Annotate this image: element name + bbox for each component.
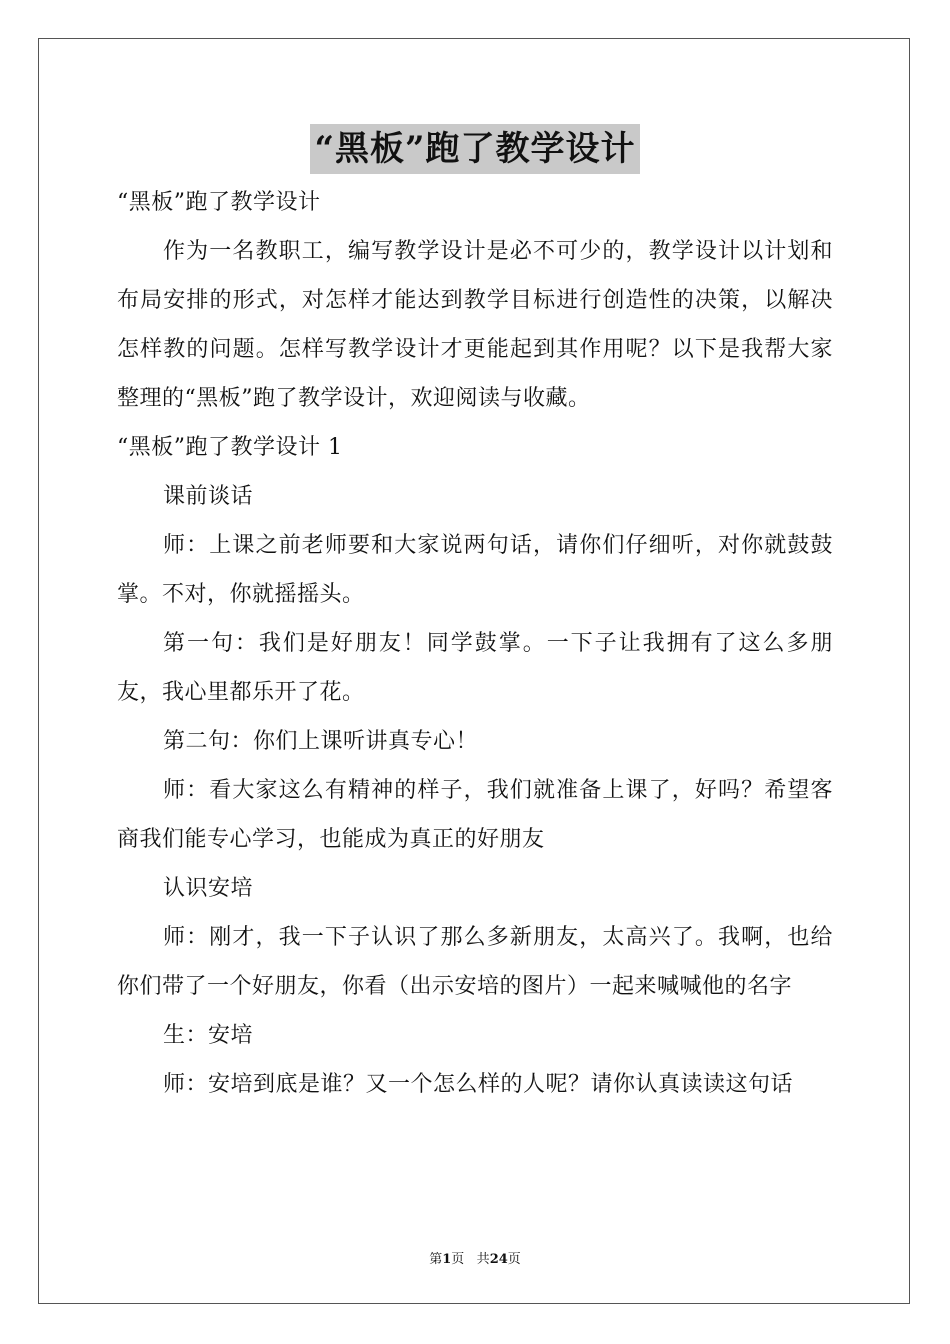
section-heading: “黑板”跑了教学设计 1 <box>117 435 343 460</box>
total-pages: 24 <box>489 1252 508 1267</box>
paragraph: 生：安培 <box>163 1023 254 1048</box>
paragraph: 课前谈话 <box>163 484 254 509</box>
paragraph: 认识安培 <box>163 876 254 901</box>
paragraph: 第一句：我们是好朋友！同学鼓掌。一下子让我拥有了这么多朋友，我心里都乐开了花。 <box>117 631 833 705</box>
paragraph: 师：刚才，我一下子认识了那么多新朋友，太高兴了。我啊，也给你们带了一个好朋友，你看（出示安培的图片）一起来喊喊他的名字 <box>117 925 833 999</box>
page-footer <box>0 1248 950 1267</box>
paragraph: 师：看大家这么有精神的样子，我们就准备上课了，好吗？希望客商我们能专心学习，也能成为真正的好朋友 <box>117 778 833 852</box>
paragraph: 师：上课之前老师要和大家说两句话，请你们仔细听，对你就鼓鼓掌。不对，你就摇摇头。 <box>117 533 833 607</box>
paragraph: 师：安培到底是谁？又一个怎么样的人呢？请你认真读读这句话 <box>163 1072 794 1097</box>
title-container <box>0 124 950 174</box>
paragraph: 作为一名教职工，编写教学设计是必不可少的，教学设计以计划和布局安排的形式，对怎样才能达到教学目标进行创造性的决策，以解决怎样教的问题。怎样写教学设计才更能起到其作用呢？以下是我帮大家整理的“黑板”跑了教学设计，欢迎阅读与收藏。 <box>117 239 833 411</box>
document-title: “黑板”跑了教学设计 <box>310 124 639 174</box>
total-suffix: 页 <box>507 1252 521 1267</box>
total-prefix: 共 <box>476 1252 490 1267</box>
page-prefix: 第 <box>429 1252 443 1267</box>
page-suffix: 页 <box>451 1252 465 1267</box>
paragraph: 第二句：你们上课听讲真专心！ <box>163 729 479 754</box>
page-number: 1 <box>442 1252 452 1267</box>
document-body <box>117 178 833 1109</box>
section-heading: “黑板”跑了教学设计 <box>117 190 321 215</box>
